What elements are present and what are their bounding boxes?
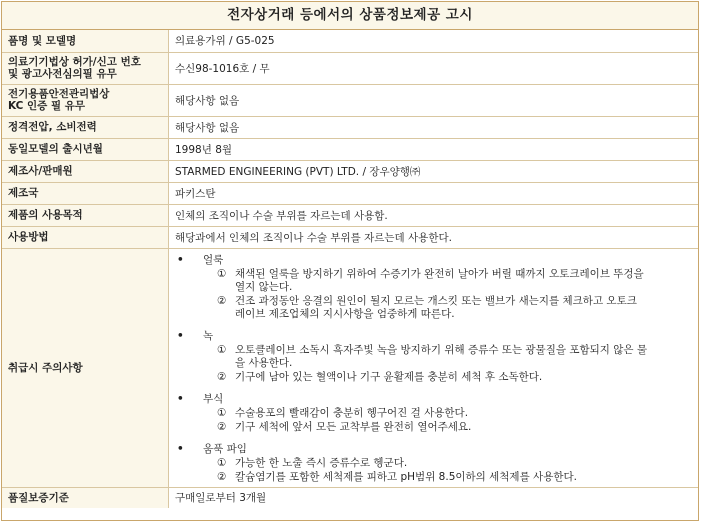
row-label-warranty: 품질보증기준	[2, 487, 169, 508]
table-row	[2, 84, 698, 116]
item-number: ①	[217, 343, 227, 356]
item-text	[235, 421, 685, 434]
row-label-product-name: 품명 및 모델명	[2, 30, 169, 52]
row-label-line: 의료기기법상 허가/신고 번호	[8, 56, 141, 68]
care-section-title: 움푹 파임	[203, 443, 247, 455]
item-number: ②	[217, 294, 227, 307]
row-label-care: 취급시 주의사항	[2, 248, 169, 487]
item-number: ②	[217, 470, 227, 483]
item-line: 건조 과정동안 응결의 원인이 될지 모르는 개스킷 또는 밸브가 새는지를 체크하고 오토크	[235, 294, 637, 307]
item-text	[235, 344, 685, 370]
row-label-line: KC 인증 필 유무	[8, 100, 86, 112]
table-row	[2, 30, 698, 52]
row-value-manufacturer: STARMED ENGINEERING (PVT) LTD. / 장우양행㈜	[169, 160, 699, 182]
table-row	[2, 204, 698, 226]
item-text	[235, 371, 685, 384]
table-row	[2, 116, 698, 138]
care-section-title: 녹	[203, 330, 214, 342]
notice-title: 전자상거래 등에서의 상품정보제공 고시	[2, 2, 698, 30]
table-row	[2, 487, 698, 508]
item-number: ①	[217, 406, 227, 419]
care-section-corrosion	[175, 392, 692, 434]
row-value-kc: 해당사항 없음	[169, 84, 699, 116]
row-label-manufacturer: 제조사/판매원	[2, 160, 169, 182]
row-value-release: 1998년 8월	[169, 138, 699, 160]
care-section-pitting	[175, 442, 692, 484]
row-value-voltage: 해당사항 없음	[169, 116, 699, 138]
care-section-title: 부식	[203, 393, 224, 405]
care-section-title-row	[175, 253, 692, 267]
table-row	[2, 138, 698, 160]
row-value-product-name: 의료용가위 / G5-025	[169, 30, 699, 52]
bullet-icon: •	[177, 253, 184, 266]
item-line: 채색된 얼룩을 방지하기 위하여 수증기가 완전히 날아가 버릴 때까지 오토크레이브 뚜겅을	[235, 267, 644, 280]
care-section-title-row	[175, 392, 692, 406]
item-line: 칼슘염기를 포함한 세척제를 피하고 pH범위 8.5이하의 세척제를 사용한다.	[235, 470, 577, 483]
care-section-title-row	[175, 329, 692, 343]
care-item	[175, 371, 692, 384]
row-label-country: 제조국	[2, 182, 169, 204]
item-text	[235, 407, 685, 420]
row-value-purpose: 인체의 조직이나 수술 부위를 자르는데 사용함.	[169, 204, 699, 226]
care-section-title: 얼룩	[203, 254, 224, 266]
care-item	[175, 295, 692, 321]
care-section-rust	[175, 329, 692, 384]
row-label-license	[2, 52, 169, 84]
care-instructions	[169, 248, 699, 487]
bullet-icon: •	[177, 442, 184, 455]
row-value-license: 수신98-1016호 / 무	[169, 52, 699, 84]
table-row	[2, 52, 698, 84]
row-label-kc	[2, 84, 169, 116]
item-line: 기구에 남아 있는 혈액이나 기구 윤활제를 충분히 세척 후 소독한다.	[235, 370, 543, 383]
item-line: 오토클레이브 소독시 흑자주빛 녹을 방지하기 위해 증류수 또는 광물질을 포함되지 않은 물	[235, 343, 648, 356]
care-section-stain	[175, 253, 692, 321]
care-item	[175, 457, 692, 470]
product-info-notice	[1, 1, 699, 521]
item-line: 레이브 제조업체의 지시사항을 엄중하게 따른다.	[235, 307, 455, 320]
item-line: 가능한 한 노출 즉시 증류수로 헹군다.	[235, 456, 408, 469]
bullet-icon: •	[177, 329, 184, 342]
table-row	[2, 226, 698, 248]
item-number: ①	[217, 267, 227, 280]
table-row	[2, 160, 698, 182]
table-row	[2, 182, 698, 204]
row-label-voltage: 정격전압, 소비전력	[2, 116, 169, 138]
care-item	[175, 407, 692, 420]
table-row	[2, 248, 698, 487]
item-line: 을 사용한다.	[235, 356, 293, 369]
item-number: ②	[217, 420, 227, 433]
item-line: 열지 않는다.	[235, 280, 293, 293]
item-line: 기구 세척에 앞서 모든 교착부를 완전히 열어주세요.	[235, 420, 472, 433]
item-text	[235, 471, 685, 484]
care-item	[175, 268, 692, 294]
bullet-icon: •	[177, 392, 184, 405]
row-label-usage: 사용방법	[2, 226, 169, 248]
row-value-usage: 해당과에서 인체의 조직이나 수술 부위를 자르는데 사용한다.	[169, 226, 699, 248]
row-label-release: 동일모델의 출시년월	[2, 138, 169, 160]
row-value-warranty: 구매일로부터 3개월	[169, 487, 699, 508]
care-section-title-row	[175, 442, 692, 456]
info-table	[2, 30, 698, 508]
care-item	[175, 421, 692, 434]
item-text	[235, 457, 685, 470]
item-number: ①	[217, 456, 227, 469]
row-label-line: 전기용품안전관리법상	[8, 88, 110, 100]
care-item	[175, 471, 692, 484]
item-text	[235, 295, 685, 321]
row-label-line: 및 광고사전심의필 유무	[8, 68, 117, 80]
item-text	[235, 268, 685, 294]
item-line: 수술용포의 빨래감이 충분히 헹구어진 걸 사용한다.	[235, 406, 469, 419]
item-number: ②	[217, 370, 227, 383]
care-item	[175, 344, 692, 370]
row-value-country: 파키스탄	[169, 182, 699, 204]
row-label-purpose: 제품의 사용목적	[2, 204, 169, 226]
